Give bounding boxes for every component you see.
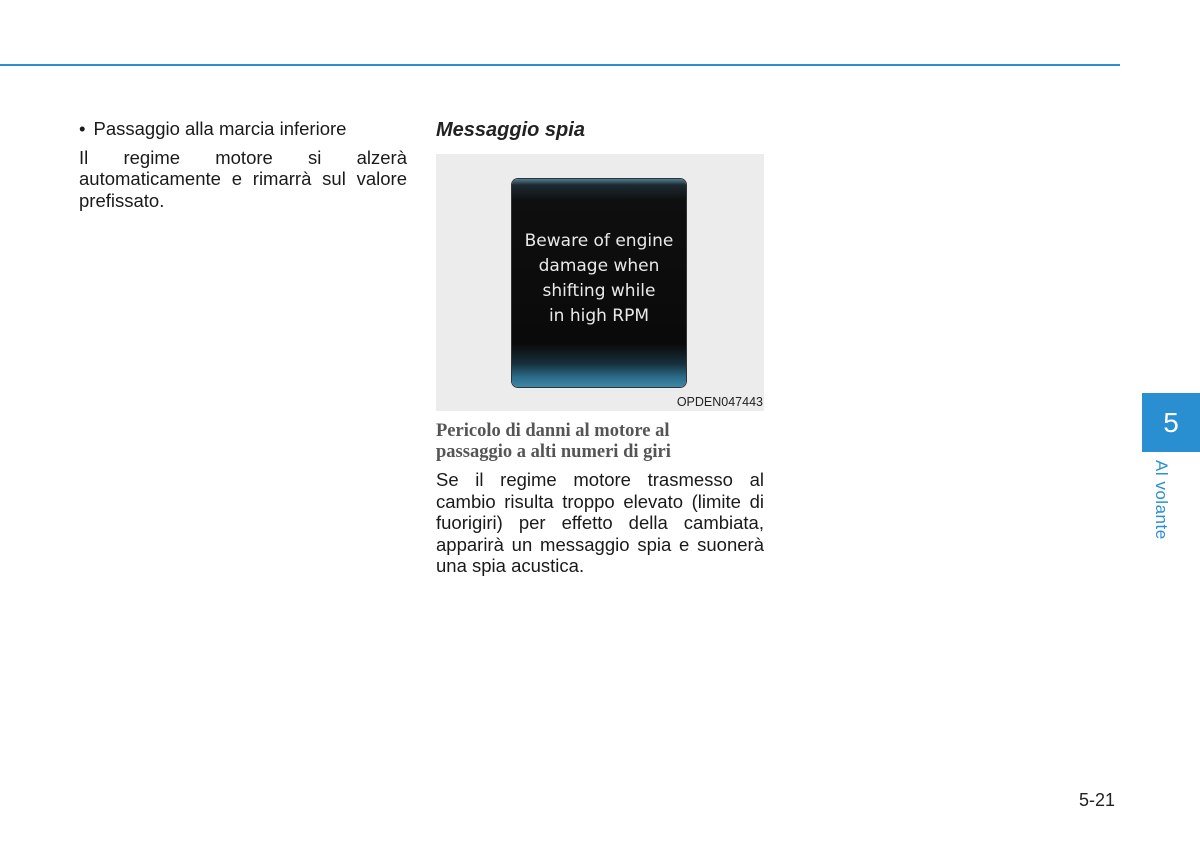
warning-message-line: shifting while xyxy=(542,281,656,301)
warning-figure xyxy=(436,154,764,411)
warning-message-line: damage when xyxy=(538,256,660,276)
middle-column xyxy=(436,118,764,577)
figure-caption xyxy=(436,421,764,463)
section-heading: Messaggio spia xyxy=(436,119,585,141)
caption-line: Pericolo di danni al motore al xyxy=(436,421,670,441)
chapter-number-tab: 5 xyxy=(1142,393,1200,452)
warning-message-line: in high RPM xyxy=(548,306,650,326)
bullet-marker: • xyxy=(79,118,86,139)
chapter-title: Al volante xyxy=(1152,460,1171,540)
header-rule xyxy=(0,64,1120,66)
warning-message xyxy=(512,229,686,329)
middle-paragraph: Se il regime motore trasmesso al cambio risulta troppo elevato (limite di fuorigiri) per effetto della cambiata, apparirà un messaggio spia e suonerà una spia acustica. xyxy=(436,469,764,576)
caption-line: passaggio a alti numeri di giri xyxy=(436,442,671,462)
left-column xyxy=(79,118,407,211)
bullet-item xyxy=(79,118,407,140)
bullet-item-text: Passaggio alla marcia inferiore xyxy=(93,118,347,139)
instrument-cluster-display xyxy=(512,179,686,387)
left-paragraph: Il regime motore si alzerà automaticamente e rimarrà sul valore prefissato. xyxy=(79,146,407,211)
warning-message-line: Beware of engine xyxy=(524,231,674,251)
page-number: 5-21 xyxy=(1079,790,1116,810)
figure-code: OPDEN047443 xyxy=(676,395,763,409)
